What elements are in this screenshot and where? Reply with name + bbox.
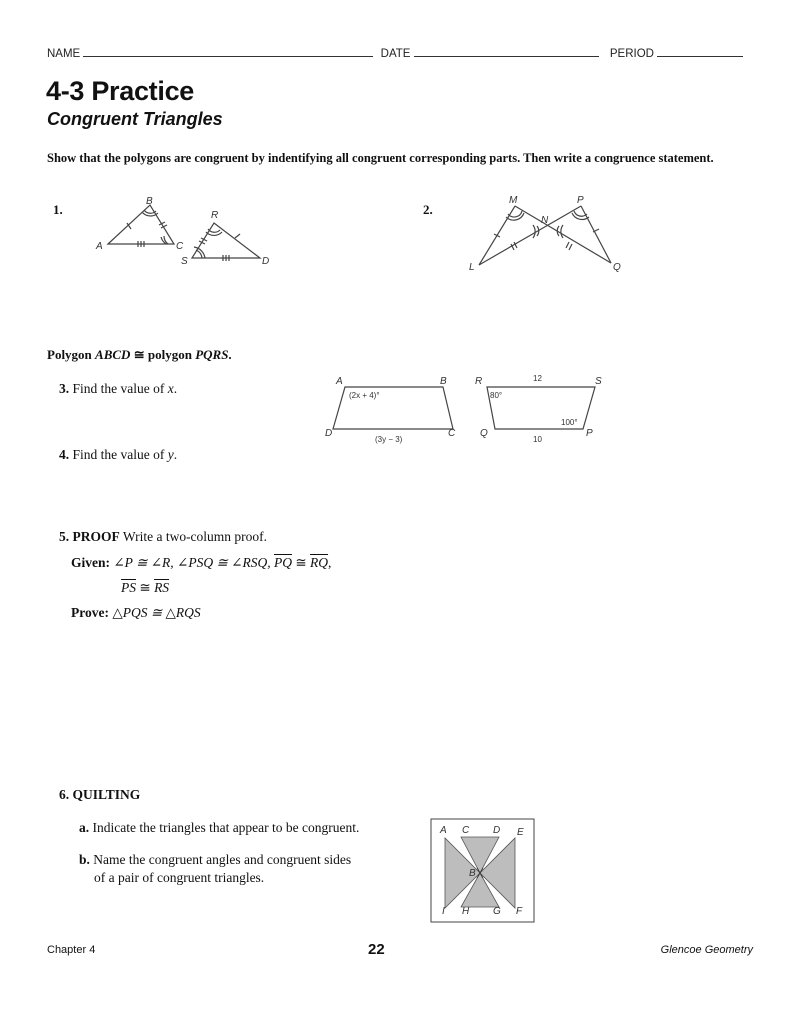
page-title: 4-3 Practice <box>46 76 194 106</box>
side-dc-expression: (3y − 3) <box>375 435 403 444</box>
quilt-label-F: F <box>516 906 523 917</box>
header-line <box>47 46 757 60</box>
given-line-2 <box>121 580 169 596</box>
given-line-1 <box>71 555 331 571</box>
period-blank <box>657 46 743 57</box>
problem-4 <box>59 447 177 463</box>
angle-p-value: 100° <box>561 418 578 427</box>
quad-rqps <box>487 387 595 429</box>
name-blank <box>83 46 373 57</box>
problem-6b-text-1: Name the congruent angles and congruent sides <box>93 852 352 867</box>
quilt-label-G: G <box>493 906 501 917</box>
date-blank <box>414 46 599 57</box>
problem-4-end: . <box>173 447 178 462</box>
footer-page-number: 22 <box>368 941 385 958</box>
label-N: N <box>541 215 549 226</box>
comma: , <box>328 555 332 570</box>
label-C: C <box>176 241 184 252</box>
problem-3-text: Find the value of <box>72 381 168 396</box>
polygon-pqrs: PQRS <box>195 347 229 362</box>
label-Q: Q <box>613 262 621 273</box>
problem-5 <box>59 529 267 545</box>
quilt-label-C: C <box>462 825 470 836</box>
problem-6-number: 6. <box>59 787 70 802</box>
problem-4-number: 4. <box>59 447 70 462</box>
quad-label-D: D <box>325 428 333 439</box>
label-P: P <box>577 195 584 206</box>
polygon-abcd: ABCD <box>95 347 131 362</box>
date-label: DATE <box>380 48 411 60</box>
problem-6a <box>79 820 359 836</box>
problem-4-text: Find the value of <box>72 447 168 462</box>
problem-3-end: . <box>173 381 178 396</box>
given-angles: ∠P ≅ ∠R, ∠PSQ ≅ ∠RSQ, <box>113 555 274 570</box>
problem-6a-label: a. <box>79 820 90 835</box>
problem-6 <box>59 787 140 803</box>
quad-label-Q: Q <box>480 428 488 439</box>
side-rs-value: 12 <box>533 374 542 383</box>
quilt-label-B: B <box>469 868 476 879</box>
problem-6b-label: b. <box>79 852 90 867</box>
triangle-rsd <box>192 223 260 258</box>
problem-1-number: 1. <box>53 202 63 217</box>
label-S: S <box>181 256 188 267</box>
given-label: Given: <box>71 555 110 570</box>
problem-5-heading: PROOF <box>72 529 120 544</box>
label-A: A <box>96 241 103 252</box>
angle-r-value: 80° <box>490 391 503 400</box>
polygon-text-1: Polygon <box>47 347 96 362</box>
segment-ps: $\overline{PS}$ <box>121 580 136 595</box>
segment-rs: $\overline{RS}$ <box>154 580 170 595</box>
problem-3 <box>59 381 177 397</box>
quad-label-S: S <box>595 376 602 387</box>
label-R: R <box>211 210 219 221</box>
problem-2-figure <box>465 192 635 282</box>
polygon-text-2: polygon <box>147 347 196 362</box>
quilt-label-I: I <box>442 906 445 917</box>
problem-6b-cont: of a pair of congruent triangles. <box>94 870 265 885</box>
problem-6-heading: QUILTING <box>72 787 141 802</box>
congruent-symbol-2: ≅ <box>136 580 155 595</box>
label-B: B <box>146 196 153 207</box>
quilt-label-A: A <box>440 825 447 836</box>
segment-pq: $\overline{PQ}$ <box>273 555 292 570</box>
quad-label-R: R <box>475 376 483 387</box>
period-mark: . <box>228 347 232 362</box>
label-D: D <box>262 256 270 267</box>
quilt-label-D: D <box>493 825 501 836</box>
congruent-symbol-1: ≅ <box>291 555 311 570</box>
quilt-label-H: H <box>462 906 470 917</box>
problem-3-number: 3. <box>59 381 70 396</box>
problem-3-var: x <box>167 381 174 396</box>
quad-label-A: A <box>336 376 343 387</box>
footer-chapter: Chapter 4 <box>47 944 96 956</box>
name-label: NAME <box>47 48 81 60</box>
angle-a-expression: (2x + 4)° <box>349 391 380 400</box>
quilt-label-E: E <box>517 827 524 838</box>
label-M: M <box>509 195 518 206</box>
polygon-statement <box>47 347 232 363</box>
problem-1-figure <box>90 192 290 272</box>
problem-5-text: Write a two-column proof. <box>119 529 268 544</box>
quad-label-P: P <box>586 428 593 439</box>
problem-6b <box>79 852 351 868</box>
footer-book: Glencoe Geometry <box>660 944 753 956</box>
segment-rq: $\overline{RQ}$ <box>310 555 329 570</box>
problem-2-number: 2. <box>423 202 433 217</box>
prove-line <box>71 605 201 621</box>
problem-5-number: 5. <box>59 529 70 544</box>
period-label: PERIOD <box>609 48 654 60</box>
page-subtitle: Congruent Triangles <box>47 109 223 129</box>
quilt-figure <box>430 818 535 923</box>
label-L: L <box>469 262 475 273</box>
quad-label-B: B <box>440 376 447 387</box>
congruent-symbol: ≅ <box>130 347 148 362</box>
quad-label-C: C <box>448 428 456 439</box>
quadrilateral-figure <box>325 372 615 448</box>
side-qp-value: 10 <box>533 435 542 444</box>
problem-6a-text: Indicate the triangles that appear to be congruent. <box>92 820 360 835</box>
instructions: Show that the polygons are congruent by indentifying all congruent corresponding parts. Then write a congruence statement. <box>47 151 714 165</box>
problem-4-var: y <box>167 447 174 462</box>
prove-statement: △PQS ≅ △RQS <box>112 605 201 620</box>
prove-label: Prove: <box>71 605 109 620</box>
